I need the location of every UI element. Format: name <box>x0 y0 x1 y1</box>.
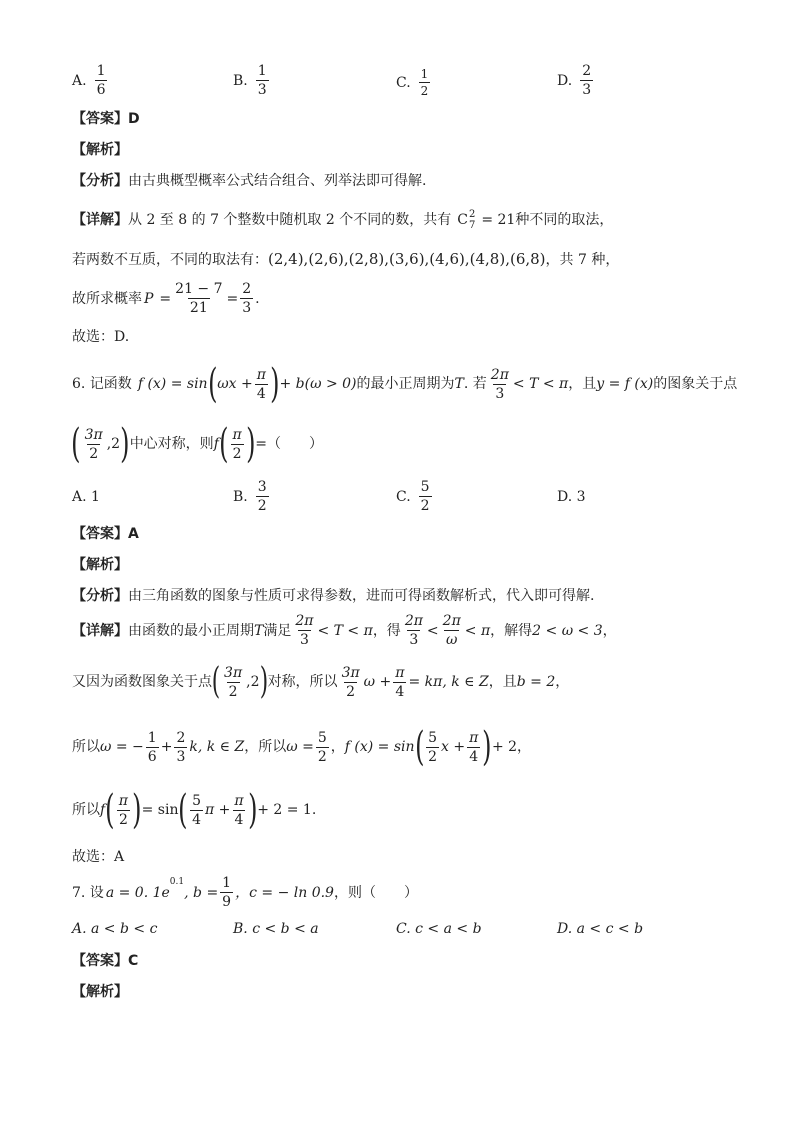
denominator: 3 <box>299 632 309 648</box>
xiangjie-tag: 【详解】 <box>72 622 128 639</box>
fraction <box>256 64 269 97</box>
numerator: π <box>469 729 479 746</box>
denominator: 2 <box>89 445 99 462</box>
q7-option-a: A. a < b < c <box>72 921 158 937</box>
fraction <box>293 614 315 647</box>
q5-option-c <box>396 68 432 97</box>
expr: b = 2 <box>516 674 556 690</box>
stem-text: 的图象关于点 <box>653 376 738 392</box>
fraction <box>316 731 329 764</box>
q7-option-c: C. c < a < b <box>396 921 482 937</box>
numerator: 2π <box>490 366 509 383</box>
q6-fenxi <box>72 589 594 603</box>
fraction <box>83 428 105 461</box>
plus: + <box>160 739 173 755</box>
fraction <box>419 68 431 97</box>
numerator: 5 <box>317 729 327 746</box>
fraction <box>173 282 224 315</box>
denominator: 9 <box>222 894 232 910</box>
option-label: C. <box>396 74 411 91</box>
fraction <box>117 794 130 827</box>
fraction <box>230 428 243 461</box>
stem-text: 中心对称，则 <box>129 436 214 452</box>
stem-text: ，则（ ） <box>333 884 418 901</box>
denominator: 3 <box>242 300 252 316</box>
fraction <box>255 368 268 401</box>
pairs-list: (2,4),(2,6),(2,8),(3,6),(4,6),(4,8),(6,8) <box>268 250 546 268</box>
option-label: A. <box>72 72 87 89</box>
denominator: 4 <box>234 811 244 828</box>
denominator: ω <box>446 632 458 648</box>
numerator: 1 <box>257 63 267 79</box>
var-p: P <box>144 290 154 307</box>
line-text: 若两数不互质，不同的取法有： <box>72 251 268 268</box>
equals: = <box>226 290 239 307</box>
combination <box>457 209 475 231</box>
numerator: 5 <box>420 479 430 495</box>
q5-option-b <box>233 64 271 97</box>
line-text: 所以 <box>72 802 100 818</box>
fraction <box>232 794 245 827</box>
fraction <box>489 368 511 401</box>
fraction <box>222 666 244 699</box>
numerator: 1 <box>96 63 106 79</box>
fraction <box>403 614 425 647</box>
line-text: ，所以 <box>244 739 287 755</box>
expr: , b = <box>184 884 219 901</box>
denominator: 3 <box>176 748 186 765</box>
expr: + 2 <box>491 739 518 755</box>
q5-line2 <box>72 252 619 267</box>
fraction <box>220 876 233 909</box>
stem-text: 7. 设 <box>72 884 104 901</box>
comb-letter: C <box>457 212 468 228</box>
q6-jiexi: 【解析】 <box>72 557 128 573</box>
fraction <box>419 480 432 513</box>
denominator: 6 <box>147 748 157 765</box>
q6-line3: 所以 ω = − $\frac{1}{6}$ + $\frac{2}{3}$ k, k ∈ Z ，所以 ω = $\frac{5}{2}$ ， f (x) = sin ( $\frac{5}{2}$ x + $\frac{\pi}{4}$ ) + 2 ， <box>72 724 532 770</box>
denominator: 4 <box>395 683 405 700</box>
q7-answer: 【答案】C <box>72 953 139 969</box>
numerator: π <box>118 792 128 809</box>
numerator: π <box>232 426 242 443</box>
expr: = sin <box>141 802 179 818</box>
result: 2 < ω < 3 <box>532 622 603 639</box>
fraction <box>95 64 108 97</box>
denominator: 2 <box>257 498 267 514</box>
q5-fenxi <box>72 174 426 188</box>
line-text: ， <box>602 622 617 639</box>
denominator: 6 <box>96 82 106 98</box>
q7-stem <box>72 876 418 909</box>
denominator: 2 <box>232 445 242 462</box>
stem-text: =（ ） <box>255 436 324 452</box>
numerator: 3π <box>84 426 103 443</box>
func-expr: f (x) = sin <box>137 376 208 392</box>
numerator: 2 <box>176 729 186 746</box>
fraction <box>467 731 480 764</box>
stem-text: 的最小正周期为 <box>356 376 455 392</box>
line-text: 所以 <box>72 739 100 755</box>
fenxi-text: 由三角函数的图象与性质可求得参数，进而可得函数解析式，代入即可得解. <box>128 588 595 604</box>
fraction <box>174 731 187 764</box>
numerator: 1 <box>147 729 157 746</box>
point-coord: ,2 <box>106 436 121 452</box>
fraction <box>441 614 463 647</box>
q6-option-a: A. 1 <box>72 489 100 505</box>
numerator: 2π <box>442 613 461 629</box>
denominator: 2 <box>118 811 128 828</box>
q6-option-b <box>233 480 271 513</box>
line-text: 由函数的最小正周期 <box>128 622 254 639</box>
q6-option-c <box>396 480 434 513</box>
numerator: 3 <box>257 479 267 495</box>
denominator: 4 <box>469 748 479 765</box>
expr: a = 0. 1e <box>105 884 170 901</box>
q7-option-b: B. c < b < a <box>233 921 319 937</box>
expr: ω = − <box>100 739 144 755</box>
denominator: 3 <box>495 385 505 402</box>
numerator: 3π <box>341 664 360 681</box>
func-expr: y = f (x) <box>596 376 654 392</box>
line-text: 满足 <box>263 622 292 639</box>
expr: x + <box>441 739 466 755</box>
q5-xiangjie <box>72 209 613 231</box>
numerator: π <box>395 664 405 681</box>
func-expr: ωx + <box>217 376 253 392</box>
q6-line2: 又因为函数图象关于点 ( $\frac{3\pi}{2}$ ,2 ) 对称，所以 $\frac{3\pi}{2}$ ω + $\frac{\pi}{4}$ = kπ, k ∈ Z ，且 b = 2 ， <box>72 661 570 702</box>
stem-text: ，且 <box>568 376 597 392</box>
denominator: 21 <box>189 300 208 316</box>
fraction <box>256 480 269 513</box>
denominator: 2 <box>228 683 238 700</box>
point-coord: ,2 <box>246 674 260 690</box>
numerator: π <box>234 792 244 809</box>
option-label: D. <box>557 72 573 89</box>
stem-text: . 若 <box>463 376 487 392</box>
inequality: < π <box>464 622 491 639</box>
numerator: 2π <box>404 613 423 629</box>
q5-choose: 故选：D. <box>72 329 130 345</box>
denominator: 4 <box>192 811 201 828</box>
inequality: < T < π <box>512 376 569 392</box>
q5-option-a <box>72 64 109 97</box>
expr: + 2 = 1. <box>257 802 317 818</box>
fraction <box>393 666 406 699</box>
expr: = kπ, k ∈ Z <box>408 674 489 690</box>
expr: ω + <box>363 674 392 690</box>
q6-line4: 所以 f ( $\frac{\pi}{2}$ ) = sin ( $\frac{5}{4}$ π + $\frac{\pi}{4}$ ) + 2 = 1. <box>72 787 317 833</box>
q7-option-d: D. a < c < b <box>557 921 644 937</box>
var-t: T <box>454 376 464 392</box>
fraction <box>426 731 439 764</box>
expr: π + <box>205 802 231 818</box>
func-name: f <box>213 436 219 452</box>
comb-rest: = 21种不同的取法， <box>481 212 614 228</box>
q6-option-d: D. 3 <box>557 489 586 505</box>
comb-sup: 2 <box>468 209 476 220</box>
expr: ω = <box>286 739 314 755</box>
option-label: B. <box>233 72 248 89</box>
q6-answer: 【答案】A <box>72 526 139 542</box>
fraction <box>580 64 593 97</box>
fraction <box>240 282 253 315</box>
comb-sub: 7 <box>468 220 476 231</box>
func-expr: f (x) = sin <box>344 739 415 755</box>
expr: ，c = − ln 0.9 <box>235 884 334 901</box>
stem-text: 6. 记函数 <box>72 376 132 392</box>
q5-line3: 故所求概率 P = $\frac{21 - 7}{21}$ = $\frac{2}{3}$ . <box>72 281 260 316</box>
line-text: ，且 <box>488 674 517 690</box>
q5-jiexi: 【解析】 <box>72 142 128 158</box>
fraction <box>190 794 203 827</box>
numerator: 2 <box>582 63 592 79</box>
var-t: T <box>254 622 264 639</box>
denominator: 2 <box>317 748 327 765</box>
numerator: 5 <box>428 729 438 746</box>
fenxi-tag: 【分析】 <box>72 588 128 604</box>
denominator: 3 <box>409 632 419 648</box>
denominator: 4 <box>256 385 266 402</box>
line-text: 故所求概率 <box>72 290 142 307</box>
denominator: 3 <box>257 82 267 98</box>
numerator: 2π <box>295 613 314 629</box>
q6-stem-line2: ( $\frac{3\pi}{2}$ ,2 ) 中心对称，则 f ( $\frac{\pi}{2}$ ) =（ ） <box>71 421 324 467</box>
denominator: 2 <box>346 683 356 700</box>
q6-xiangjie: 【详解】 由函数的最小正周期 T 满足 $\frac{2\pi}{3}$ < T < π ，得 $\frac{2\pi}{3}$ < $\frac{2\pi}{\omega}$ < π ，解得 2 < ω < 3 ， <box>72 613 617 648</box>
numerator: 5 <box>192 792 201 809</box>
numerator: 1 <box>222 875 232 891</box>
xiangjie-text: 从 2 至 8 的 7 个整数中随机取 2 个不同的数，共有 <box>128 212 452 228</box>
q6-stem-line1: 6. 记函数 f (x) = sin ( ωx + $\frac{\pi}{4}$ ) + b(ω > 0) 的最小正周期为 T . 若 $\frac{2\pi}{3}$ < T < π ，且 y = f (x) 的图象关于点 <box>72 361 738 407</box>
denominator: 2 <box>428 748 438 765</box>
line-text: ，共 7 种， <box>545 251 620 268</box>
line-text: ，得 <box>372 622 401 639</box>
func-expr: + b(ω > 0) <box>279 376 357 392</box>
q6-choose: 故选：A <box>72 849 125 865</box>
func-name: f <box>100 802 106 818</box>
fenxi-tag: 【分析】 <box>72 173 128 189</box>
line-text: 又因为函数图象关于点 <box>72 674 212 690</box>
option-label: C. <box>396 488 411 505</box>
numerator: 1 <box>420 67 429 81</box>
numerator: π <box>256 366 266 383</box>
q5-option-d <box>557 64 595 97</box>
inequality: < T < π <box>317 622 373 639</box>
fraction <box>146 731 159 764</box>
exponent: 0.1 <box>169 877 185 887</box>
line-text: 对称，所以 <box>267 674 338 690</box>
expr: k, k ∈ Z <box>189 739 245 755</box>
fraction <box>340 666 362 699</box>
option-label: B. <box>233 488 248 505</box>
denominator: 2 <box>420 498 430 514</box>
line-text: ，解得 <box>490 622 533 639</box>
fenxi-text: 由古典概型概率公式结合组合、列举法即可得解. <box>128 173 427 189</box>
xiangjie-tag: 【详解】 <box>72 212 128 228</box>
numerator: 21 − 7 <box>175 281 223 297</box>
numerator: 3π <box>224 664 243 681</box>
denominator: 3 <box>582 82 592 98</box>
numerator: 2 <box>242 281 252 297</box>
q5-answer: 【答案】D <box>72 111 140 127</box>
q7-jiexi: 【解析】 <box>72 984 128 1000</box>
denominator: 2 <box>420 84 429 98</box>
